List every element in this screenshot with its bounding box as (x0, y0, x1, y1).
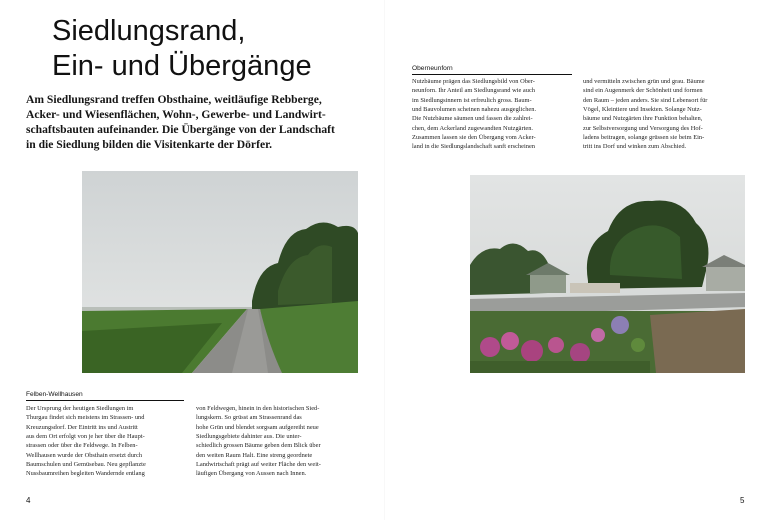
body-line: den weiten Raum Halt. Eine streng geordnete (196, 451, 313, 459)
body-line: Die Nutzbäume säumen und fassen die zahlrei- (412, 115, 533, 123)
body-line: Thurgau findet sich meistens im Strassen- und (26, 414, 145, 422)
body-line: Wellhausen wurde der Obsthain ersetzt durch (26, 451, 143, 459)
page-number-left: 4 (26, 496, 31, 505)
body-line: schiedlich grossen Bäume geben dem Blick über (196, 442, 321, 450)
body-line: Der Ursprung der heutigen Siedlungen im (26, 405, 134, 412)
body-line: sind ein Augenmerk der Schönheit und formen (583, 87, 703, 95)
body-column-2 (196, 404, 358, 479)
title-line-2: Ein- und Übergänge (52, 50, 312, 82)
page-number-right: 5 (740, 496, 745, 505)
body-line: Nutzbäume prägen das Siedlungsbild von Ober- (412, 78, 535, 85)
body-line: von Feldwegen, hinein in den historischen Sied- (196, 405, 320, 412)
body-line: läufigen Übergang von Aussen nach Innen. (196, 470, 307, 478)
body-line: lungskern. So grüsst am Strassenrand das (196, 414, 302, 422)
body-line: strassen oder über die Feldwege. In Felben- (26, 442, 138, 450)
body-line: Kreuzungsdorf. Der Eintritt ins und Austritt (26, 423, 138, 431)
body-line: chen, dem Ackerland zugewandten Nutzgärten. (412, 124, 534, 132)
lead-line-2: Acker- und Wiesenflächen, Wohn-, Gewerbe- und Landwirt- (26, 108, 326, 121)
lead-line-4: in die Siedlung bilden die Visitenkarte der Dörfer. (26, 138, 273, 151)
body-line: Zusammen lassen sie den Übergang vom Acker- (412, 134, 536, 142)
lead-line-3: schaftsbauten aufeinander. Die Übergänge von der Landschaft (26, 123, 335, 136)
body-line: aus dem Ort erfolgt von je her über die Haupt- (26, 433, 145, 441)
body-line: Nussbaumreihen begleiten Wandernde entlang (26, 470, 145, 478)
lead-paragraph (26, 92, 356, 152)
body-line: im Siedlungsinnern ist erfreulich gross. Baum- (412, 96, 532, 104)
body-line: Siedlungsgebiete dahinter aus. Die unter- (196, 433, 302, 441)
body-line: ladens beitragen, solange grüssen sie beim Ein- (583, 134, 705, 142)
page-gutter (384, 0, 385, 520)
body-line: den Raum – jeden anders. Sie sind Lebensort für (583, 96, 708, 104)
body-line: Landwirtschaft prägt auf weiter Fläche den weit- (196, 461, 321, 469)
field-road-photo (82, 171, 358, 373)
village-garden-photo (470, 175, 745, 373)
body-line: zur Selbstversorgung und Versorgung des Hof- (583, 124, 703, 132)
body-line: Vögel, Kleintiere und Insekten. Solange Nutz- (583, 106, 702, 114)
body-line: bäume und Nutzgärten ihre Funktion behalten, (583, 115, 703, 123)
body-line: Baumschulen und Gemüsebau. Neu gepflanzte (26, 461, 146, 469)
body-line: neunforn. Ihr Anteil am Siedlungsrand wie auch (412, 87, 535, 95)
body-column-3 (412, 77, 577, 152)
body-line: tritt ins Dorf und winken zum Abschied. (583, 143, 687, 151)
body-column-4 (583, 77, 748, 152)
body-column-1 (26, 404, 184, 479)
body-line: und vermitteln zwischen grün und grau. Bäume (583, 78, 705, 85)
section-heading-felben: Felben-Wellhausen (26, 390, 184, 401)
body-line: und Bauvolumen scheinen nahezu ausgeglichen. (412, 106, 537, 114)
section-heading-oberneunforn: Oberneunforn (412, 64, 572, 75)
lead-line-1: Am Siedlungsrand treffen Obsthaine, weitläufige Rebberge, (26, 93, 322, 106)
page-title (52, 14, 382, 84)
body-line: hohe Grün und blendet sorgsam aufgereiht neue (196, 423, 319, 431)
title-line-1: Siedlungsrand, (52, 15, 246, 47)
body-line: land in die Siedlungslandschaft sanft erscheinen (412, 143, 535, 151)
